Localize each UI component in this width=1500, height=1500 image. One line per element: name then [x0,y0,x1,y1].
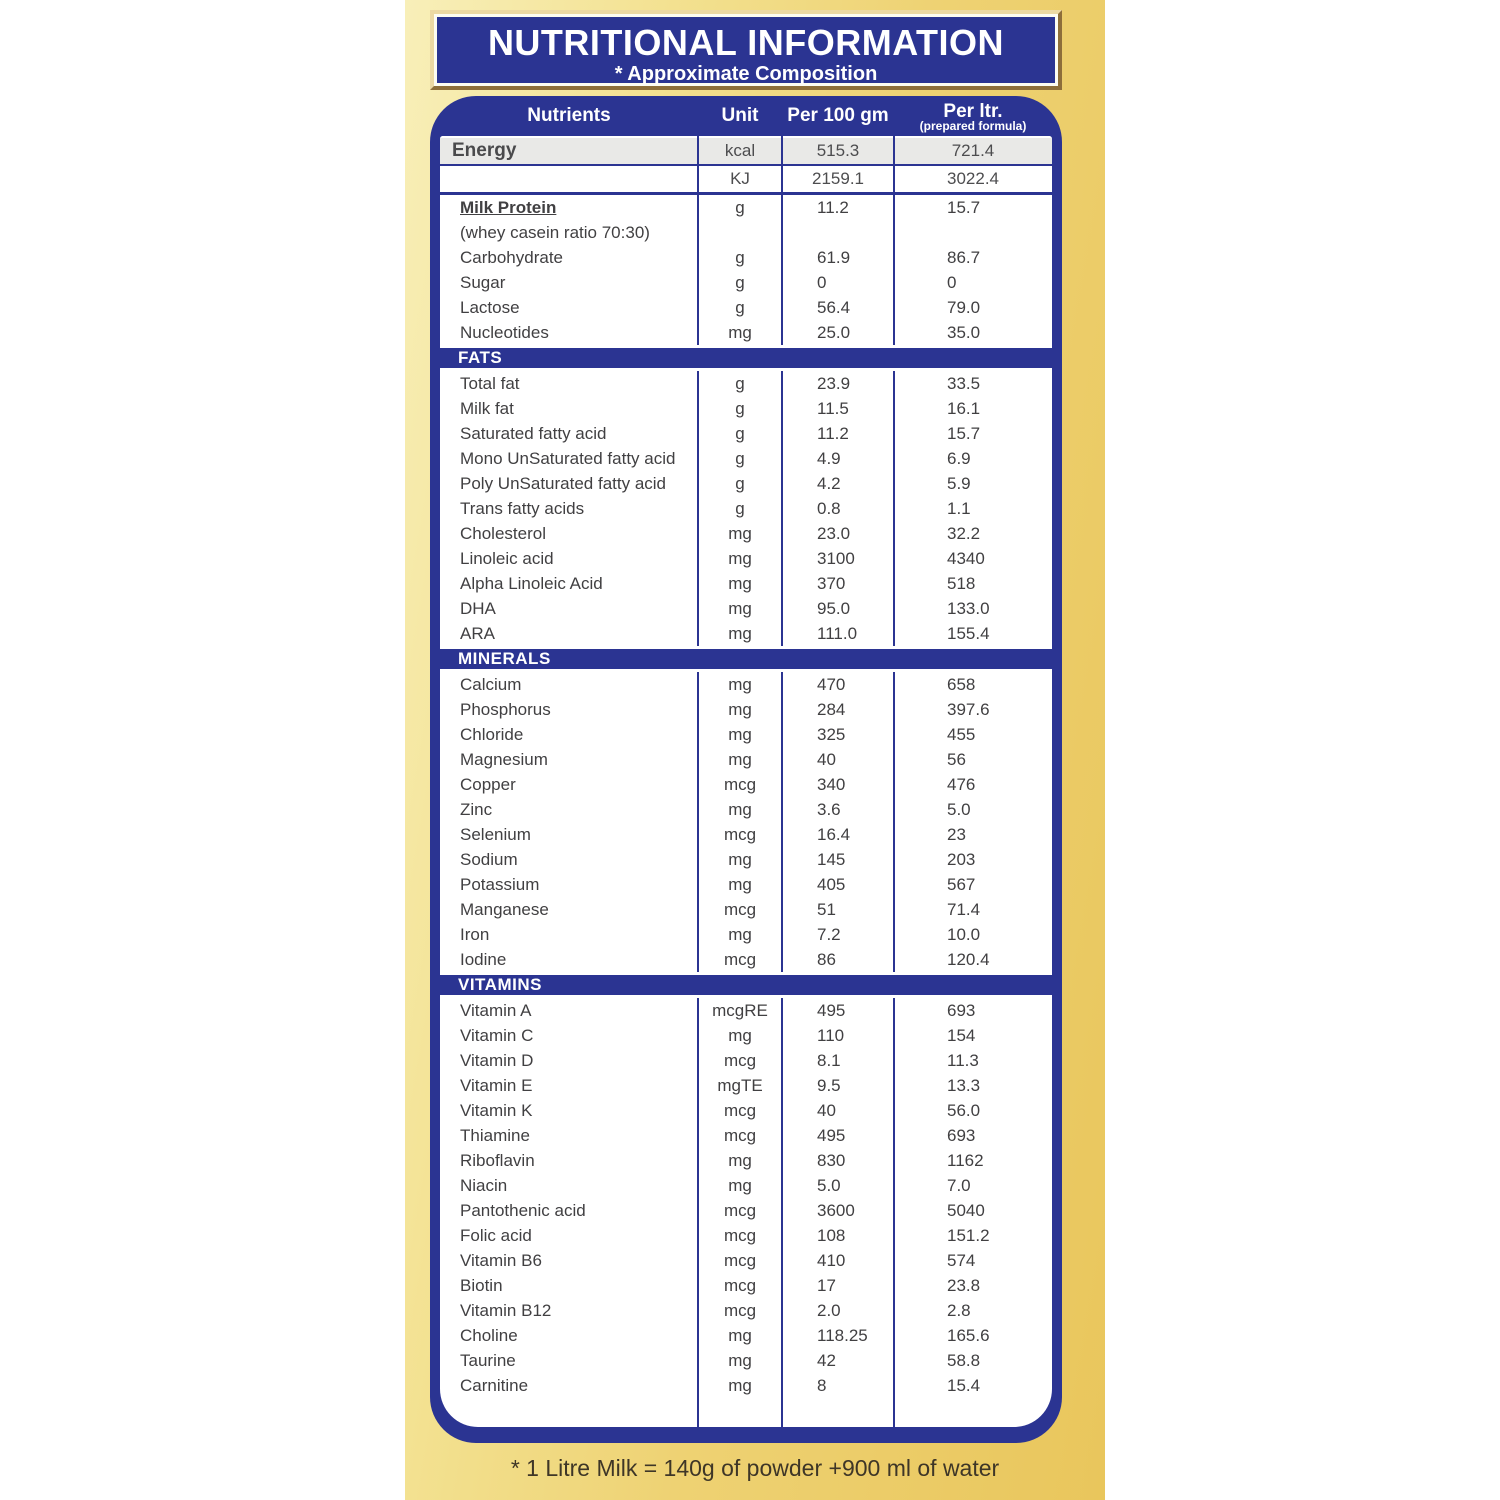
per-litre-value: 5.9 [947,473,971,493]
unit-value: g [735,398,745,418]
nutrient-label: Biotin [460,1275,503,1295]
column-header-per-litre-main: Per ltr. [943,100,1003,122]
table-row [440,1223,1052,1248]
per-litre-value: 5.0 [947,799,971,819]
table-row [440,521,1052,546]
per-litre-value: 16.1 [947,398,981,418]
unit-value: mg [728,598,752,618]
per-100gm-value: 11.2 [817,423,849,443]
nutrient-label: Carbohydrate [460,247,564,267]
nutrient-label: Mono UnSaturated fatty acid [460,448,676,468]
nutrient-label: Carnitine [460,1375,529,1395]
table-row [440,421,1052,446]
table-row [440,822,1052,847]
nutrient-label: Taurine [460,1350,516,1370]
unit-value: mcg [723,1050,757,1070]
nutrient-label: Zinc [460,799,493,819]
table-row [440,722,1052,747]
per-100gm-value: 11.5 [817,398,849,418]
nutrient-label: Alpha Linoleic Acid [460,573,603,593]
table-row [440,672,1052,697]
column-header-nutrients: Nutrients [527,105,611,126]
nutrient-label: Vitamin B12 [460,1300,552,1320]
per-litre-value: 79.0 [947,297,981,317]
per-litre-value: 721.4 [951,141,995,160]
per-100gm-value: 325 [817,724,846,744]
table-row [440,797,1052,822]
unit-value: mg [728,623,752,643]
nutrient-label: Iron [460,924,490,944]
per-litre-value: 35.0 [947,322,981,342]
per-litre-value: 10.0 [947,924,981,944]
table-row [440,998,1052,1023]
unit-value: KJ [730,169,750,188]
nutrient-label: Calcium [460,674,522,694]
energy-row [440,136,1052,166]
table-row [440,772,1052,797]
unit-value: g [735,473,745,493]
per-litre-value: 23 [947,824,966,844]
unit-value: mg [728,1025,752,1045]
unit-value: mg [728,749,752,769]
unit-value: mg [728,523,752,543]
unit-value: mgTE [717,1075,763,1095]
table-row [440,697,1052,722]
nutrient-label: Copper [460,774,516,794]
unit-value: g [735,373,745,393]
per-100gm-value: 0.8 [817,498,841,518]
table-row [440,1298,1052,1323]
table-row [440,1023,1052,1048]
table-row [440,1248,1052,1273]
per-100gm-value: 42 [817,1350,836,1370]
unit-value: mg [728,924,752,944]
nutrient-label: Nucleotides [460,322,549,342]
unit-value: mg [728,799,752,819]
nutrient-label: Selenium [460,824,531,844]
unit-value: mg [728,1150,752,1170]
table-row [440,471,1052,496]
per-100gm-value: 61.9 [817,247,851,267]
table-row [440,295,1052,320]
unit-value: mg [728,1325,752,1345]
section-header-minerals: MINERALS [440,646,1052,672]
table-row [440,621,1052,646]
table-row [440,1173,1052,1198]
per-100gm-value: 111.0 [817,623,858,643]
unit-value: mg [728,849,752,869]
table-row [440,446,1052,471]
unit-value: mg [728,1175,752,1195]
table-row [440,1048,1052,1073]
per-litre-value: 4340 [947,548,985,568]
per-litre-value: 518 [947,573,976,593]
unit-value: g [735,423,745,443]
unit-value: mg [728,674,752,694]
nutrient-label: Chloride [460,724,524,744]
nutrient-label: Milk Protein [460,197,557,217]
per-litre-value: 2.8 [947,1300,971,1320]
unit-value: mg [728,1375,752,1395]
energy-row [440,166,1052,195]
per-litre-value: 6.9 [947,448,971,468]
unit-value: g [735,247,745,267]
nutrient-label: Niacin [460,1175,508,1195]
per-100gm-value: 495 [817,1000,846,1020]
table-row [440,571,1052,596]
nutrition-header-inner [434,14,1058,86]
unit-value: g [735,448,745,468]
per-litre-value: 397.6 [947,699,990,719]
nutrient-label: Thiamine [460,1125,530,1145]
table-row [440,270,1052,295]
per-100gm-value: 25.0 [817,322,851,342]
page-subtitle: * Approximate Composition [614,63,878,85]
per-100gm-value: 410 [817,1250,846,1270]
per-100gm-value: 2159.1 [812,169,864,188]
per-litre-value: 0 [947,272,957,292]
column-header-per-100gm: Per 100 gm [787,105,889,126]
table-row [440,1348,1052,1373]
nutrient-label: Lactose [460,297,520,317]
per-100gm-value: 830 [817,1150,846,1170]
unit-value: mg [728,1350,752,1370]
per-100gm-value: 495 [817,1125,846,1145]
table-row [440,747,1052,772]
per-100gm-value: 3.6 [817,799,841,819]
table-row [440,1123,1052,1148]
column-header-unit: Unit [721,105,759,126]
nutrient-label: Saturated fatty acid [460,423,607,443]
per-100gm-value: 4.2 [817,473,841,493]
unit-value: g [735,197,745,217]
per-litre-value: 133.0 [947,598,990,618]
per-litre-value: 33.5 [947,373,981,393]
per-litre-value: 151.2 [947,1225,990,1245]
per-litre-value: 120.4 [947,949,990,969]
per-litre-value: 5040 [947,1200,985,1220]
section-header-vitamins: VITAMINS [440,972,1052,998]
table-row [440,371,1052,396]
per-100gm-value: 40 [817,1100,836,1120]
nutrient-label: ARA [460,623,495,643]
column-divider-2 [781,136,783,1427]
per-100gm-value: 23.0 [817,523,851,543]
nutrient-label: Trans fatty acids [460,498,585,518]
table-body [440,136,1052,1427]
nutrient-label: Manganese [460,899,549,919]
unit-value: mcg [723,824,757,844]
per-litre-value: 15.7 [947,197,981,217]
nutrient-label: Magnesium [460,749,548,769]
per-100gm-value: 16.4 [817,824,851,844]
nutrient-label: (whey casein ratio 70:30) [460,222,650,242]
per-100gm-value: 145 [817,849,846,869]
unit-value: mg [728,724,752,744]
unit-value: mcg [723,949,757,969]
per-100gm-value: 3600 [817,1200,855,1220]
nutrient-label: Vitamin A [460,1000,532,1020]
unit-value: mcg [723,1125,757,1145]
per-litre-value: 86.7 [947,247,981,267]
column-header-per-litre-sub: (prepared formula) [919,118,1027,133]
column-divider-1 [697,136,699,1427]
nutrient-label: Vitamin C [460,1025,534,1045]
nutrient-label: Choline [460,1325,518,1345]
per-100gm-value: 8 [817,1375,827,1395]
table-row [440,496,1052,521]
table-row [440,1273,1052,1298]
per-litre-value: 7.0 [947,1175,971,1195]
nutrient-label: Sugar [460,272,506,292]
nutrient-label: Riboflavin [460,1150,535,1170]
per-100gm-value: 405 [817,874,846,894]
nutrient-label: Total fat [460,373,520,393]
nutrient-label: Energy [452,140,517,161]
nutrition-table [430,96,1062,1443]
per-100gm-value: 470 [817,674,846,694]
per-litre-value: 13.3 [947,1075,981,1095]
nutrient-label: Pantothenic acid [460,1200,586,1220]
nutrient-label: Vitamin D [460,1050,534,1070]
unit-value: mg [728,573,752,593]
table-row [440,922,1052,947]
unit-value: mg [728,322,752,342]
per-100gm-value: 11.2 [817,197,849,217]
per-100gm-value: 23.9 [817,373,851,393]
per-100gm-value: 40 [817,749,836,769]
per-litre-value: 165.6 [947,1325,990,1345]
unit-value: mcg [723,1100,757,1120]
per-100gm-value: 2.0 [817,1300,841,1320]
unit-value: g [735,297,745,317]
table-row [440,1323,1052,1348]
table-row [440,1073,1052,1098]
per-100gm-value: 86 [817,949,836,969]
table-row [440,897,1052,922]
nutrient-label: Linoleic acid [460,548,554,568]
unit-value: mcg [723,1275,757,1295]
unit-value: mcgRE [712,1000,768,1020]
table-row [440,195,1052,220]
nutrient-label: Folic acid [460,1225,532,1245]
per-100gm-value: 7.2 [817,924,841,944]
nutrient-label: DHA [460,598,496,618]
unit-value: mg [728,874,752,894]
unit-value: mcg [723,1250,757,1270]
per-litre-value: 3022.4 [947,169,999,188]
per-litre-value: 56 [947,749,966,769]
nutrient-label: Potassium [460,874,540,894]
nutrient-label: Milk fat [460,398,514,418]
per-100gm-value: 0 [817,272,827,292]
per-litre-value: 476 [947,774,976,794]
footer-note: * 1 Litre Milk = 140g of powder +900 ml of water [510,1455,1000,1481]
per-litre-value: 203 [947,849,976,869]
per-100gm-value: 3100 [817,548,855,568]
unit-value: mcg [723,1200,757,1220]
page-title: NUTRITIONAL INFORMATION [487,22,1005,63]
per-litre-value: 567 [947,874,976,894]
per-litre-value: 71.4 [947,899,981,919]
table-header-row [440,96,1052,136]
per-100gm-value: 51 [817,899,836,919]
per-litre-value: 32.2 [947,523,981,543]
per-litre-value: 155.4 [947,623,990,643]
per-litre-value: 23.8 [947,1275,981,1295]
per-100gm-value: 118.25 [817,1325,868,1345]
per-litre-value: 15.4 [947,1375,981,1395]
unit-value: kcal [724,141,756,160]
unit-value: mcg [723,899,757,919]
table-row [440,847,1052,872]
table-row [440,1148,1052,1173]
per-litre-value: 154 [947,1025,976,1045]
section-header-fats: FATS [440,345,1052,371]
nutrient-label: Sodium [460,849,518,869]
per-litre-value: 693 [947,1125,976,1145]
per-100gm-value: 4.9 [817,448,841,468]
unit-value: mcg [723,1300,757,1320]
per-100gm-value: 56.4 [817,297,851,317]
nutrient-label: Vitamin E [460,1075,533,1095]
table-row [440,872,1052,897]
per-100gm-value: 9.5 [817,1075,841,1095]
per-100gm-value: 515.3 [816,141,860,160]
per-100gm-value: 95.0 [817,598,851,618]
per-100gm-value: 284 [817,699,846,719]
unit-value: mcg [723,1225,757,1245]
table-row [440,220,1052,245]
column-divider-3 [893,136,895,1427]
per-litre-value: 11.3 [947,1050,979,1070]
per-litre-value: 455 [947,724,976,744]
nutrient-label: Phosphorus [460,699,551,719]
nutrient-label: Vitamin B6 [460,1250,542,1270]
per-litre-value: 693 [947,1000,976,1020]
per-100gm-value: 17 [817,1275,836,1295]
unit-value: mg [728,548,752,568]
per-100gm-value: 5.0 [817,1175,841,1195]
per-litre-value: 56.0 [947,1100,981,1120]
table-rows [440,136,1052,1398]
per-100gm-value: 8.1 [817,1050,841,1070]
column-header-per-litre [894,101,1052,132]
table-row [440,245,1052,270]
per-100gm-value: 110 [817,1025,845,1045]
table-row [440,1198,1052,1223]
per-litre-value: 1.1 [947,498,971,518]
table-row [440,947,1052,972]
unit-value: mg [728,699,752,719]
nutrient-label: Cholesterol [460,523,546,543]
per-litre-value: 658 [947,674,976,694]
table-row [440,320,1052,345]
per-100gm-value: 370 [817,573,846,593]
nutrient-label: Poly UnSaturated fatty acid [460,473,667,493]
table-row [440,1373,1052,1398]
nutrient-label: Vitamin K [460,1100,533,1120]
per-litre-value: 574 [947,1250,976,1270]
nutrient-label: Iodine [460,949,507,969]
table-row [440,596,1052,621]
unit-value: g [735,272,745,292]
table-row [440,396,1052,421]
per-litre-value: 1162 [947,1150,984,1170]
table-row [440,546,1052,571]
per-litre-value: 58.8 [947,1350,981,1370]
per-100gm-value: 340 [817,774,846,794]
unit-value: mcg [723,774,757,794]
per-litre-value: 15.7 [947,423,981,443]
nutrition-header-box [430,10,1062,90]
table-row [440,1098,1052,1123]
unit-value: g [735,498,745,518]
per-100gm-value: 108 [817,1225,846,1245]
